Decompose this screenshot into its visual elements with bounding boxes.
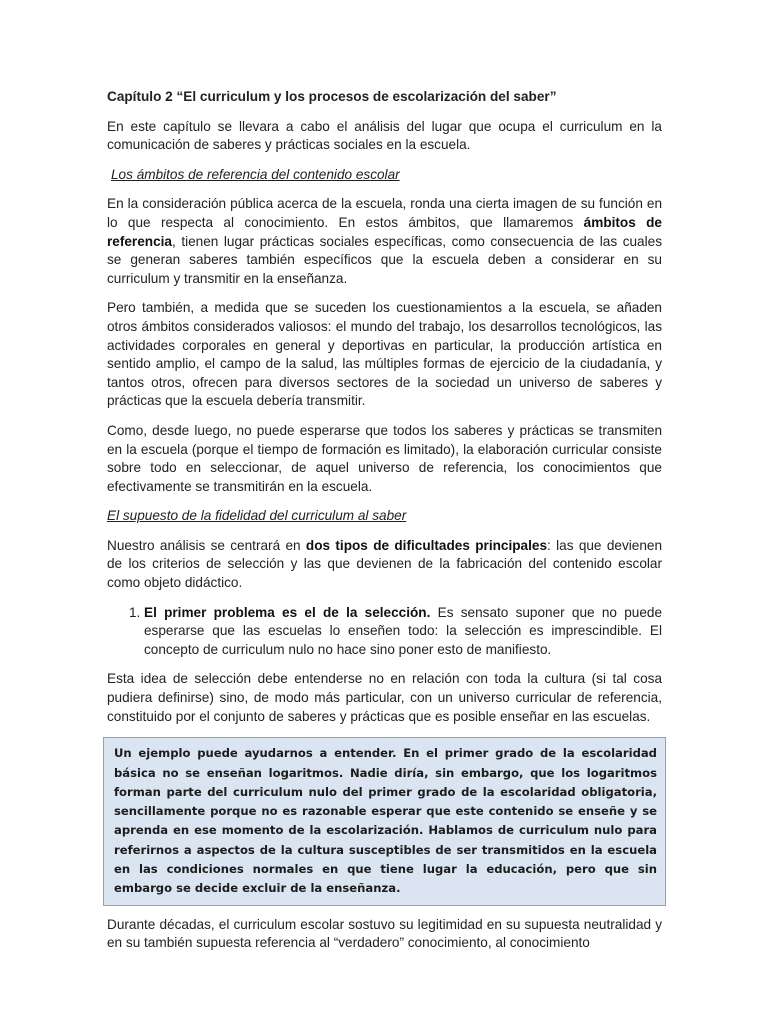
document-page	[107, 88, 662, 964]
chapter-title: Capítulo 2 “El curriculum y los procesos de escolarización del saber”	[107, 89, 557, 104]
text-run: Nuestro análisis se centrará en	[107, 537, 306, 553]
paragraph-fidelidad-1	[107, 537, 662, 593]
paragraph-ambitos-3: Como, desde luego, no puede esperarse que todos los saberes y prácticas se transmiten en la escuela (porque el tiempo de formación es limitado), la elaboración curricular consiste sobre todo en seleccionar, de aquel universo de referencia, los conocimientos que efectivamente se transmitirán en la escuela.	[107, 422, 662, 494]
section-heading-fidelidad: El supuesto de la fidelidad del curriculum al saber	[107, 508, 407, 524]
text-run: , tienen lugar prácticas sociales específicas, como consecuencia de las cuales se generan saberes también específicos que la escuela deben a considerar en su curriculum y transmitir en la enseñanza.	[107, 233, 662, 286]
paragraph-ambitos-1	[107, 195, 662, 288]
section-heading-ambitos: Los ámbitos de referencia del contenido escolar	[111, 166, 400, 182]
bold-term: dos tipos de dificultades principales	[305, 537, 548, 553]
paragraph-ambitos-2: Pero también, a medida que se suceden los cuestionamientos a la escuela, se añaden otros ámbitos considerados valiosos: el mundo del trabajo, los desarrollos tecnológicos, las actividades corporales en general y deportivas en particular, la producción artística en sentido amplio, el campo de la salud, las múltiples formas de ejercicio de la ciudadanía, y tantos otros, ofrecen para diversos sectores de la sociedad un universo de saberes y prácticas que la escuela debería transmitir.	[107, 300, 662, 409]
paragraph-seleccion: Esta idea de selección debe entenderse no en relación con toda la cultura (si tal cosa pudiera definirse) sino, de modo más particular, con un universo curricular de referencia, constituido por el conjunto de saberes y prácticas que es posible enseñar en las escuelas.	[107, 671, 662, 724]
intro-paragraph: En este capítulo se llevara a cabo el análisis del lugar que ocupa el curriculum en la comunicación de saberes y prácticas sociales en la escuela.	[107, 118, 662, 153]
text-run: : las que devienen de los criterios de selección y las que devienen de la fabricación del contenido escolar como objeto didáctico.	[107, 537, 662, 591]
bold-term: ámbitos de referencia	[107, 214, 662, 249]
list-item	[107, 604, 662, 660]
numbered-list	[107, 604, 662, 660]
paragraph-neutralidad: Durante décadas, el curriculum escolar sostuvo su legitimidad en su supuesta neutralidad y en su también supuesta referencia al “verdadero” conocimiento, al conocimiento	[107, 916, 662, 951]
text-run: En la consideración pública acerca de la escuela, ronda una cierta imagen de su función en lo que respecta al conocimiento. En estos ámbitos, que llamaremos	[107, 196, 662, 230]
text-run: Es sensato suponer que no puede esperarse que las escuelas lo enseñen todo: la selección es imprescindible. El concepto de curriculum nulo no hace sino poner esto de manifiesto.	[144, 604, 663, 657]
example-callout-box: Un ejemplo puede ayudarnos a entender. En el primer grado de la escolaridad básica no se enseñan logaritmos. Nadie diría, sin embargo, que los logaritmos forman parte del curriculum nulo del primer grado de la escolaridad obligatoria, sencillamente porque no es razonable esperar que este contenido se enseñe y se aprenda en ese momento de la escolarización. Hablamos de curriculum nulo para referirnos a aspectos de la cultura susceptibles de ser transmitidos en la escuela en las condiciones normales en que tiene lugar la educación, pero que sin embargo se decide excluir de la enseñanza.	[103, 737, 666, 905]
bold-term: El primer problema es el de la selección.	[144, 604, 431, 620]
list-number: 1.	[129, 604, 141, 620]
